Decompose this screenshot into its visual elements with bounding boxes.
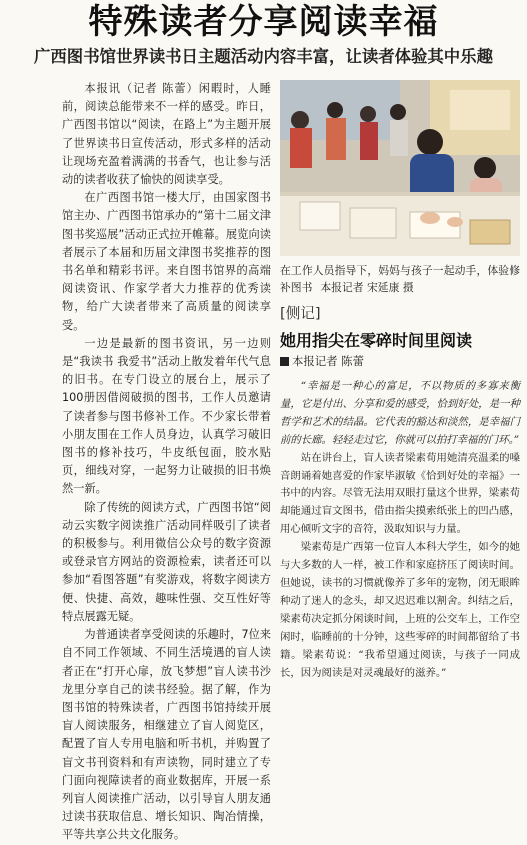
square-bullet-icon [280,357,289,366]
sidebar-paragraph: 梁素荀是广西第一位盲人本科大学生，如今的她与大多数的人一样，被工作和家庭挤压了阅读时间。但她说，读书的习惯就像养了多年的宠物，闭无眼眸种动了迷人的念头，却又迟迟难以割舍。纠结之后，梁素荀决定抓分闲谈时间，上班的公交车上，工作空闲时，临睡前的十分钟，这些零碎的时间都留给了书籍。梁素荀说：“我希望通过阅读，与孩子一同成长，因为阅读是对灵魂最好的滋养。” [280,541,520,679]
sidebar-byline [280,352,524,370]
article-paragraph: 除了传统的阅读方式，广西图书馆“阅动云实数字阅读推广活动同样吸引了读者的积极参与。利用微信公众号的数字资源或登录官方网站的资源检索，读者还可以参加“看图答题”有奖游戏，将数字阅读方便、快捷、高效，趣味性强、交互性好等特点展露无疑。 [62,500,271,623]
article-body [62,80,271,845]
sidebar-body [280,378,520,682]
photo-illustration [280,80,520,256]
sidebar-paragraph: “幸福是一种心的富足，不以物质的多寡来衡量，它是付出、分享和爱的感受，恰到好处，是一种哲学和艺术的结晶。它代表的豁达和淡然，是幸福门前的长廊。轻轻走过它，你就可以拍打幸福的门环。” [280,380,520,446]
news-photo [280,80,520,256]
photo-credit: 本报记者 宋延康 摄 [320,281,414,294]
photo-caption-block [280,262,520,296]
article-paragraph: 一边是最新的图书资讯，另一边则是“我读书 我爱书”活动上散发着年代气息的旧书。在专门设立的展台上，展示了100册因借阅破损的图书，工作人员邀请了读者参与图书修补工作。不少家长带着小朋友围在工作人员身边，认真学习破旧图书的修补技巧，牛皮纸包面，胶水贴页，细线对穿，一起努力让破损的旧书焕然一新。 [62,336,271,496]
subheadline: 广西图书馆世界读书日主题活动内容丰富，让读者体验其中乐趣 [34,47,493,66]
sidebar-title: 她用指尖在零碎时间里阅读 [280,331,473,350]
article-paragraph: 在广西图书馆一楼大厅，由国家图书馆主办、广西图书馆承办的“第十二届文津图书奖巡展”活动正式拉开帷幕。展览向读者展示了本届和历届文津图书奖推荐的图书名单和精彩书评。来自图书馆界的高端阅读资讯、作家学者大力推荐的优秀读物，给广大读者带来了高质量的阅读享受。 [62,191,271,332]
sidebar-byline-text: 本报记者 陈蕾 [292,354,364,368]
sidebar-paragraph: 站在讲台上，盲人读者梁素荀用她清亮温柔的嗓音朗诵着她喜爱的作家毕淑敏《恰到好处的幸福》一书中的内容。尽管无法用双眼打量这个世界，梁素荀却能通过盲文图书，借由指尖摸索纸张上的凹凸感，用心倾听文字的音符，汲取知识与力量。 [280,451,520,536]
sidebar-tag: [侧记] [280,305,321,322]
article-paragraph: 为普通读者享受阅读的乐趣时，7位来自不同工作领域、不同生活境遇的盲人读者正在“打开心扉，放飞梦想”盲人读书沙龙里分享自己的读书经验。据了解，作为图书馆的特殊读者，广西图书馆持续开展盲人阅读服务，相继建立了盲人阅览区，配置了盲人专用电脑和听书机，并购置了盲文书刊资料和有声读物，同时建立了专门面向视障读者的商业数据库，开展一系列盲人阅读推广活动，以引导盲人朋友通过读书获取信息、增长知识、陶冶情操，平等共享公共文化服务。 [62,628,271,842]
photo-caption: 在工作人员指导下，妈妈与孩子一起动手，体验修补图书 [280,264,520,294]
article-paragraph: 本报讯（记者 陈蕾）闲暇时，人睡前，阅读总能带来不一样的感受。昨日，广西图书馆以“阅读，在路上”为主题开展了世界读书日宣传活动，形式多样的活动让现场充盈着满满的书香气，也让参与活动的读者收获了愉快的阅读享受。 [62,82,271,187]
headline: 特殊读者分享阅读幸福 [88,2,439,42]
